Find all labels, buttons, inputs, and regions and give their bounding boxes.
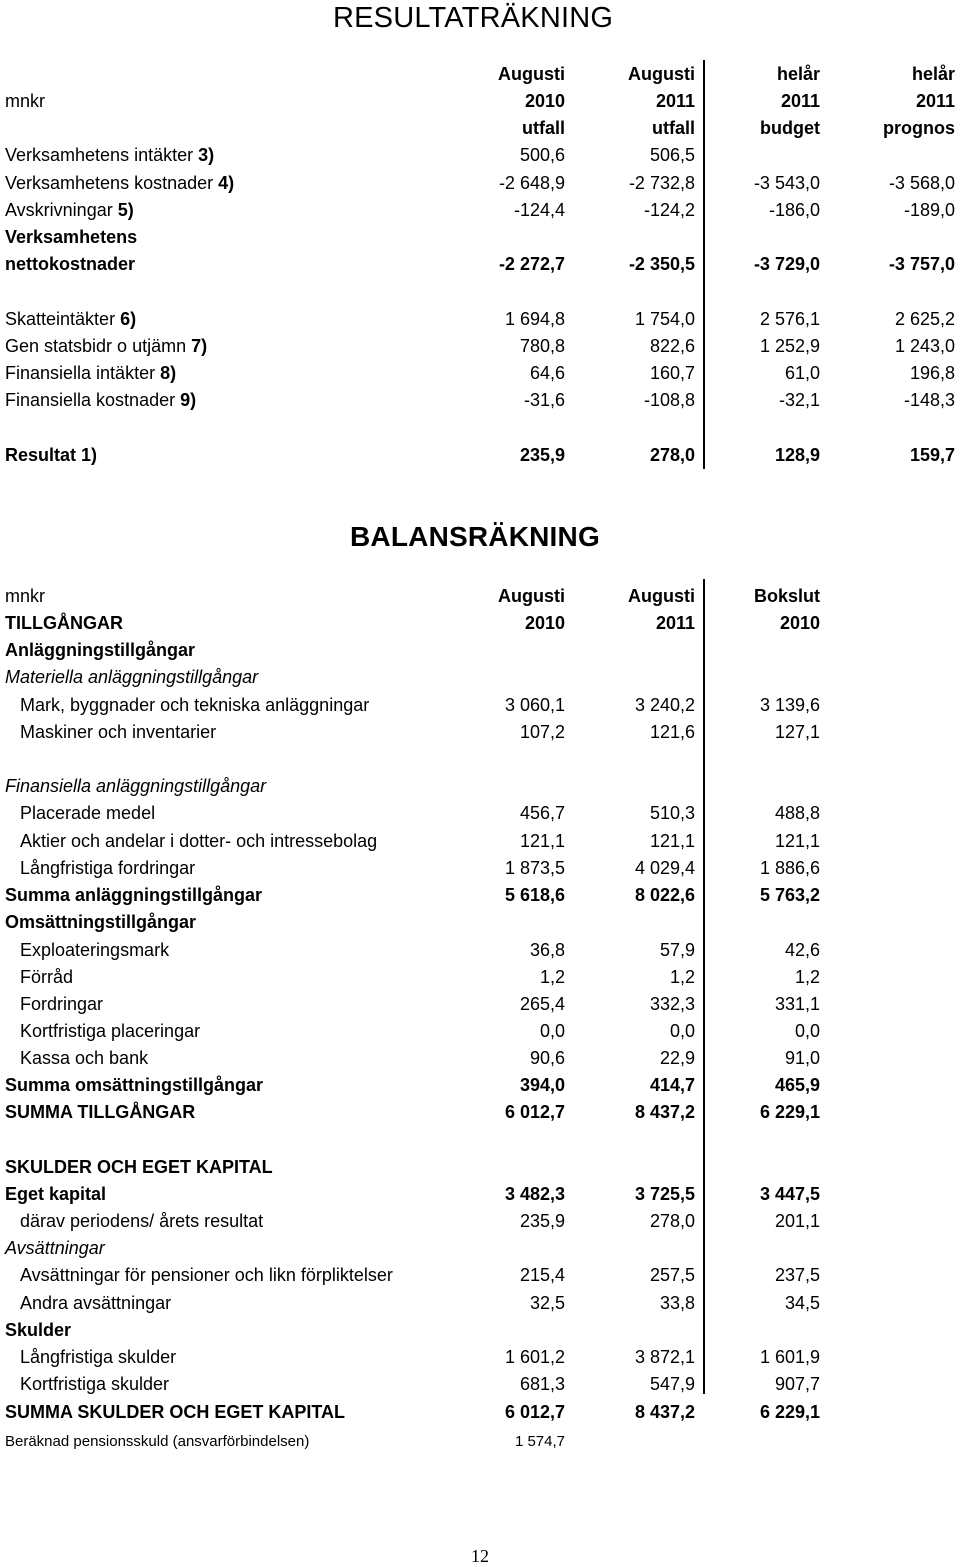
note-ref: 8) [160,363,177,383]
col-header: 2011 [915,91,955,111]
balance-row [0,991,960,1018]
row-label: Exploateringsmark [20,940,170,960]
cell-value: 5 763,2 [759,885,820,905]
balance-row [0,937,960,964]
footnote-label: Beräknad pensionsskuld (ansvarförbindelsen) [5,1433,310,1450]
balance-row [0,1262,960,1289]
cell-value: 2 625,2 [894,309,955,329]
cell-value: 237,5 [774,1265,820,1285]
cell-value: 33,8 [659,1293,695,1313]
cell-value: 3 060,1 [504,695,565,715]
balance-row [0,1099,960,1126]
cell-value: 0,0 [794,1021,820,1041]
col-header: 2011 [655,91,695,111]
row-label-text: Verksamhetens [5,227,138,247]
balance-row [0,719,960,746]
row-label-text: Verksamhetens intäkter [5,145,194,165]
cell-value: 3 139,6 [759,695,820,715]
row-label: Kortfristiga skulder [20,1374,170,1394]
cell-value: 235,9 [519,1211,565,1231]
cell-value: -3 568,0 [888,173,955,193]
balance-row [0,1371,960,1398]
cell-value: 331,1 [774,994,820,1014]
cell-value: 1,2 [669,967,695,987]
row-label: Placerade medel [20,803,156,823]
cell-value: 510,3 [649,803,695,823]
cell-value: -2 648,9 [498,173,565,193]
cell-value: 32,5 [529,1293,565,1313]
balance-row [0,1235,960,1262]
cell-value: 159,7 [909,445,955,465]
row-label [5,142,214,169]
cell-value: 456,7 [519,803,565,823]
col-header: helår [776,64,820,84]
row-label: Summa omsättningstillgångar [5,1075,264,1095]
balance-row [0,664,960,691]
cell-value: 121,1 [649,831,695,851]
balance-row [0,1018,960,1045]
row-label [5,224,137,251]
col-header: Augusti [628,586,695,606]
cell-value: 128,9 [774,445,820,465]
balance-row [0,1290,960,1317]
cell-value: 42,6 [784,940,820,960]
balance-header-row [0,583,960,610]
cell-value: 500,6 [519,145,565,165]
row-label: SKULDER OCH EGET KAPITAL [5,1157,273,1177]
income-statement-title: RESULTATRÄKNING [333,2,614,34]
cell-value: 681,3 [519,1374,565,1394]
cell-value: 394,0 [519,1075,565,1095]
cell-value: -3 757,0 [888,254,955,274]
unit-label: mnkr [5,91,45,111]
cell-value: 465,9 [774,1075,820,1095]
cell-value: -32,1 [778,390,820,410]
cell-value: 1,2 [794,967,820,987]
cell-value: 6 229,1 [759,1402,820,1422]
row-label: Finansiella anläggningstillgångar [5,776,267,796]
row-label: Summa anläggningstillgångar [5,885,263,905]
balance-row [0,828,960,855]
cell-value: 127,1 [774,722,820,742]
balance-row [0,1154,960,1181]
cell-value: 3 240,2 [634,695,695,715]
cell-value: 822,6 [649,336,695,356]
cell-value: 91,0 [784,1048,820,1068]
row-label: därav periodens/ årets resultat [20,1211,264,1231]
cell-value: 547,9 [649,1374,695,1394]
balance-row [0,1399,960,1426]
income-row [0,170,960,197]
cell-value: 8 022,6 [634,885,695,905]
balance-row [0,1045,960,1072]
row-label [5,170,234,197]
cell-value: 1 243,0 [894,336,955,356]
cell-value: -2 272,7 [498,254,565,274]
note-ref: 1) [81,445,98,465]
cell-value: 488,8 [774,803,820,823]
income-row [0,360,960,387]
col-header: 2010 [524,91,565,111]
income-row [0,142,960,169]
cell-value: 332,3 [649,994,695,1014]
cell-value: -148,3 [903,390,955,410]
pension-footnote-row [0,1428,960,1455]
cell-value: 1 694,8 [504,309,565,329]
cell-value: 780,8 [519,336,565,356]
row-label: Kortfristiga placeringar [20,1021,201,1041]
cell-value: 90,6 [529,1048,565,1068]
cell-value: 8 437,2 [634,1402,695,1422]
cell-value: 1 252,9 [759,336,820,356]
cell-value: 196,8 [909,363,955,383]
cell-value: 257,5 [649,1265,695,1285]
row-label-text: Finansiella kostnader [5,390,176,410]
cell-value: 3 482,3 [504,1184,565,1204]
cell-value: 278,0 [649,445,695,465]
col-header: utfall [522,118,565,138]
balance-row [0,637,960,664]
cell-value: -124,2 [643,200,695,220]
row-label: Fordringar [20,994,104,1014]
income-row [0,224,960,251]
cell-value: 4 029,4 [634,858,695,878]
row-label: TILLGÅNGAR [5,613,123,633]
income-row [0,306,960,333]
cell-value: -3 729,0 [753,254,820,274]
row-label: Materiella anläggningstillgångar [5,667,259,687]
unit-label: mnkr [5,586,45,606]
row-label-text: Avskrivningar [5,200,113,220]
row-label: Andra avsättningar [20,1293,172,1313]
note-ref: 7) [191,336,208,356]
cell-value: 2010 [524,613,565,633]
income-row [0,442,960,469]
cell-value: 34,5 [784,1293,820,1313]
row-label [5,306,136,333]
col-header: Augusti [628,64,695,84]
row-label: Aktier och andelar i dotter- och intressebolag [20,831,378,851]
cell-value: 61,0 [784,363,820,383]
cell-value: 121,6 [649,722,695,742]
col-header: Augusti [498,586,565,606]
row-label-text: Skatteintäkter [5,309,116,329]
cell-value: 22,9 [659,1048,695,1068]
row-label-text: Finansiella intäkter [5,363,156,383]
cell-value: 6 229,1 [759,1102,820,1122]
col-header: Augusti [498,64,565,84]
row-label [5,197,134,224]
cell-value: -31,6 [523,390,565,410]
balance-row [0,909,960,936]
row-label: Eget kapital [5,1184,107,1204]
cell-value: 1 601,2 [504,1347,565,1367]
cell-value: -108,8 [643,390,695,410]
income-header-row-1 [0,61,960,88]
cell-value: 2 576,1 [759,309,820,329]
cell-value: 0,0 [539,1021,565,1041]
row-label [5,251,135,278]
cell-value: 1 754,0 [634,309,695,329]
cell-value: 1 886,6 [759,858,820,878]
cell-value: 6 012,7 [504,1402,565,1422]
cell-value: 0,0 [669,1021,695,1041]
cell-value: 107,2 [519,722,565,742]
col-header: budget [760,118,820,138]
balance-row [0,1208,960,1235]
balance-row [0,1317,960,1344]
note-ref: 9) [180,390,197,410]
cell-value: 3 725,5 [634,1184,695,1204]
cell-value: 215,4 [519,1265,565,1285]
row-label [5,360,176,387]
income-row [0,251,960,278]
footnote-value: 1 574,7 [514,1433,565,1450]
row-label-text: Resultat [5,445,77,465]
balance-row [0,610,960,637]
row-label: Mark, byggnader och tekniska anläggningar [20,695,370,715]
cell-value: 121,1 [519,831,565,851]
cell-value: 265,4 [519,994,565,1014]
row-label [5,333,207,360]
cell-value: 1 601,9 [759,1347,820,1367]
income-header-row-2 [0,88,960,115]
balance-row [0,1181,960,1208]
cell-value: 6 012,7 [504,1102,565,1122]
row-label: Avsättningar [5,1238,105,1258]
cell-value: 64,6 [529,363,565,383]
row-label: SUMMA TILLGÅNGAR [5,1102,196,1122]
cell-value: 907,7 [774,1374,820,1394]
note-ref: 4) [218,173,235,193]
cell-value: 36,8 [529,940,565,960]
row-label: Omsättningstillgångar [5,912,197,932]
col-header: prognos [883,118,955,138]
cell-value: -3 543,0 [753,173,820,193]
row-label: SUMMA SKULDER OCH EGET KAPITAL [5,1402,345,1422]
cell-value: 235,9 [519,445,565,465]
cell-value: 160,7 [649,363,695,383]
cell-value: -2 732,8 [628,173,695,193]
row-label [5,387,196,414]
col-header: utfall [652,118,695,138]
row-label-text: Verksamhetens kostnader [5,173,214,193]
page-number: 12 [471,1546,489,1566]
row-label: Långfristiga skulder [20,1347,177,1367]
cell-value: 278,0 [649,1211,695,1231]
cell-value: -2 350,5 [628,254,695,274]
cell-value: -124,4 [513,200,565,220]
col-header: 2011 [780,91,820,111]
row-label: Maskiner och inventarier [20,722,217,742]
row-label-text: Gen statsbidr o utjämn [5,336,187,356]
row-label: Anläggningstillgångar [5,640,196,660]
balance-sheet-title: BALANSRÄKNING [350,521,600,552]
cell-value: 57,9 [659,940,695,960]
balance-row [0,855,960,882]
row-label: Kassa och bank [20,1048,149,1068]
balance-row [0,692,960,719]
cell-value: 3 872,1 [634,1347,695,1367]
balance-row [0,1344,960,1371]
row-label: Skulder [5,1320,72,1340]
cell-value: 506,5 [649,145,695,165]
cell-value: 8 437,2 [634,1102,695,1122]
balance-row [0,773,960,800]
cell-value: 5 618,6 [504,885,565,905]
cell-value: 1 873,5 [504,858,565,878]
cell-value: -189,0 [903,200,955,220]
note-ref: 5) [117,200,134,220]
row-label-text: nettokostnader [5,254,136,274]
cell-value: 414,7 [649,1075,695,1095]
row-label [5,442,97,469]
cell-value: 121,1 [774,831,820,851]
cell-value: 2011 [655,613,695,633]
balance-row [0,800,960,827]
row-label: Avsättningar för pensioner och likn förpliktelser [20,1265,393,1285]
income-row [0,333,960,360]
cell-value: -186,0 [768,200,820,220]
income-header-row-3 [0,115,960,142]
note-ref: 6) [120,309,137,329]
balance-row [0,1072,960,1099]
note-ref: 3) [198,145,215,165]
cell-value: 2010 [779,613,820,633]
balance-row [0,964,960,991]
col-header: Bokslut [753,586,820,606]
cell-value: 3 447,5 [759,1184,820,1204]
balance-row [0,882,960,909]
row-label: Förråd [20,967,74,987]
col-header: helår [911,64,955,84]
cell-value: 1,2 [539,967,565,987]
row-label: Långfristiga fordringar [20,858,196,878]
cell-value: 201,1 [774,1211,820,1231]
income-row [0,387,960,414]
income-row [0,197,960,224]
